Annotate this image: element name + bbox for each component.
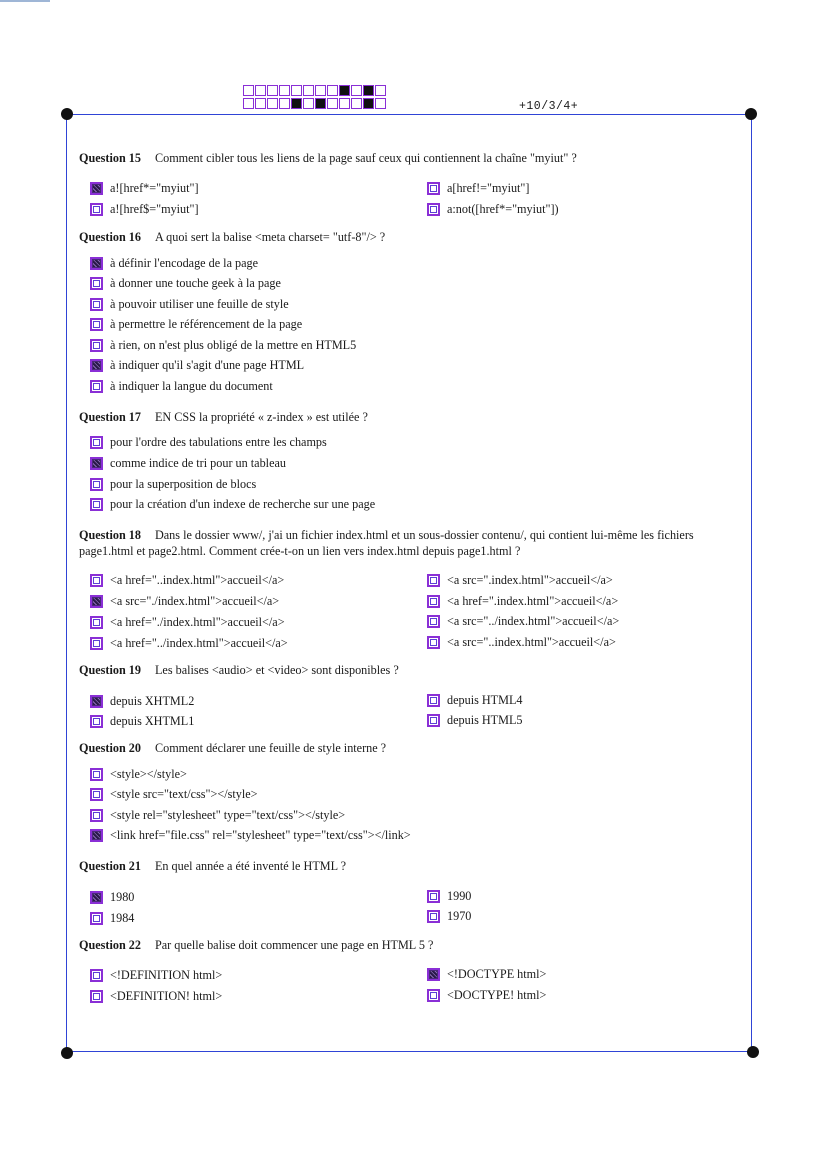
answer-checkbox[interactable] <box>427 595 440 608</box>
barcode-cell <box>351 85 362 96</box>
barcode-cell <box>255 98 266 109</box>
answer-label: à pouvoir utiliser une feuille de style <box>110 297 289 311</box>
answer-checkbox[interactable] <box>90 788 103 801</box>
question-21-title <box>79 859 346 874</box>
answer-label: depuis HTML5 <box>447 713 523 727</box>
answer-checkbox[interactable] <box>427 714 440 727</box>
question-number: Question 22 <box>79 938 141 952</box>
corner-marker-bottom-left <box>61 1047 73 1059</box>
answer-checkbox[interactable] <box>90 809 103 822</box>
answer-option[interactable] <box>90 694 194 709</box>
answer-option[interactable] <box>90 968 222 983</box>
barcode-cell <box>327 85 338 96</box>
barcode-cell <box>339 98 350 109</box>
answer-option[interactable] <box>90 276 281 291</box>
answer-label: <a href="..index.html">accueil</a> <box>110 573 285 587</box>
answer-option[interactable] <box>90 714 194 729</box>
barcode-cell <box>375 98 386 109</box>
answer-option[interactable] <box>90 435 327 450</box>
answer-checkbox[interactable] <box>90 891 103 904</box>
answer-label: depuis XHTML2 <box>110 694 195 708</box>
question-number: Question 15 <box>79 151 141 165</box>
answer-label: <!DEFINITION html> <box>110 968 223 982</box>
question-text: Comment déclarer une feuille de style interne ? <box>154 741 387 755</box>
answer-checkbox[interactable] <box>90 457 103 470</box>
answer-checkbox[interactable] <box>90 318 103 331</box>
answer-checkbox[interactable] <box>90 969 103 982</box>
corner-marker-bottom-right <box>747 1046 759 1058</box>
answer-option[interactable] <box>427 909 471 924</box>
answer-option[interactable] <box>427 889 471 904</box>
answer-label: a![href*="myiut"] <box>110 181 199 195</box>
corner-marker-top-right <box>745 108 757 120</box>
answer-checkbox[interactable] <box>90 616 103 629</box>
answer-checkbox[interactable] <box>90 595 103 608</box>
answer-checkbox[interactable] <box>90 277 103 290</box>
answer-label: à indiquer qu'il s'agit d'une page HTML <box>110 358 305 372</box>
question-text: Par quelle balise doit commencer une page en HTML 5 ? <box>154 938 434 952</box>
answer-label: a[href!="myiut"] <box>447 181 530 195</box>
answer-option[interactable] <box>90 456 286 471</box>
question-text: Comment cibler tous les liens de la page sauf ceux qui contiennent la chaîne "myiut" ? <box>154 151 577 165</box>
answer-option[interactable] <box>90 379 273 394</box>
answer-option[interactable] <box>90 573 284 588</box>
question-number: Question 16 <box>79 230 141 244</box>
answer-checkbox[interactable] <box>90 990 103 1003</box>
answer-option[interactable] <box>427 713 523 728</box>
answer-option[interactable] <box>427 988 546 1003</box>
barcode-cell <box>243 98 254 109</box>
question-20-title <box>79 741 386 756</box>
answer-checkbox[interactable] <box>90 912 103 925</box>
answer-checkbox[interactable] <box>90 498 103 511</box>
question-number: Question 20 <box>79 741 141 755</box>
barcode-cell <box>375 85 386 96</box>
answer-checkbox[interactable] <box>90 339 103 352</box>
answer-label: <a href="../index.html">accueil</a> <box>110 636 288 650</box>
answer-checkbox[interactable] <box>427 636 440 649</box>
answer-option[interactable] <box>90 297 289 312</box>
question-16-title <box>79 230 385 245</box>
barcode-cell <box>291 98 302 109</box>
question-text: En quel année a été inventé le HTML ? <box>154 859 347 873</box>
question-18-title <box>79 527 747 559</box>
answer-checkbox[interactable] <box>90 829 103 842</box>
answer-label: <a src=".index.html">accueil</a> <box>447 573 613 587</box>
answer-option[interactable] <box>90 202 199 217</box>
answer-checkbox[interactable] <box>90 359 103 372</box>
answer-option[interactable] <box>427 693 523 708</box>
answer-label: <style></style> <box>110 767 187 781</box>
answer-option[interactable] <box>427 573 613 588</box>
barcode-cell <box>279 98 290 109</box>
answer-label: <link href="file.css" rel="stylesheet" type="text/css"></link> <box>110 828 411 842</box>
answer-checkbox[interactable] <box>90 695 103 708</box>
answer-option[interactable] <box>90 636 288 651</box>
answer-checkbox[interactable] <box>427 615 440 628</box>
page-barcode <box>243 85 387 111</box>
answer-label: à indiquer la langue du document <box>110 379 273 393</box>
answer-label: pour la superposition de blocs <box>110 477 257 491</box>
answer-option[interactable] <box>90 256 258 271</box>
answer-option[interactable] <box>90 594 279 609</box>
answer-label: pour l'ordre des tabulations entre les champs <box>110 435 327 449</box>
page-id-code: +10/3/4+ <box>519 100 579 113</box>
barcode-cell <box>327 98 338 109</box>
question-17-title <box>79 410 368 425</box>
answer-checkbox[interactable] <box>90 574 103 587</box>
answer-checkbox[interactable] <box>90 715 103 728</box>
answer-checkbox[interactable] <box>90 257 103 270</box>
answer-option[interactable] <box>427 614 619 629</box>
barcode-cell <box>303 98 314 109</box>
answer-label: <a src="..index.html">accueil</a> <box>447 635 616 649</box>
answer-label: <a src="../index.html">accueil</a> <box>447 614 620 628</box>
answer-option[interactable] <box>90 497 375 512</box>
answer-label: a:not([href*="myiut"]) <box>447 202 559 216</box>
answer-option[interactable] <box>427 594 618 609</box>
answer-checkbox[interactable] <box>427 574 440 587</box>
answer-checkbox[interactable] <box>90 380 103 393</box>
answer-option[interactable] <box>90 787 258 802</box>
answer-option[interactable] <box>90 890 134 905</box>
barcode-cell <box>243 85 254 96</box>
question-number: Question 21 <box>79 859 141 873</box>
barcode-cell <box>303 85 314 96</box>
barcode-cell <box>291 85 302 96</box>
answer-label: <!DOCTYPE html> <box>447 967 547 981</box>
answer-checkbox[interactable] <box>90 436 103 449</box>
answer-checkbox[interactable] <box>90 182 103 195</box>
answer-option[interactable] <box>90 358 304 373</box>
answer-checkbox[interactable] <box>90 637 103 650</box>
barcode-cell <box>363 98 374 109</box>
answer-checkbox[interactable] <box>90 478 103 491</box>
answer-checkbox[interactable] <box>427 890 440 903</box>
corner-marker-top-left <box>61 108 73 120</box>
answer-checkbox[interactable] <box>427 910 440 923</box>
scan-edge-line <box>0 0 50 2</box>
answer-option[interactable] <box>427 181 529 196</box>
question-text: EN CSS la propriété « z-index » est utilée ? <box>154 410 368 424</box>
answer-option[interactable] <box>90 477 256 492</box>
question-22-title <box>79 938 433 953</box>
question-text: Dans le dossier www/, j'ai un fichier index.html et un sous-dossier contenu/, qui contient lui-même les fichiers page1.html et page2.html. Comment crée-t-on un lien vers index.html depuis page1.html ? <box>79 528 694 558</box>
question-15-title <box>79 151 577 166</box>
answer-label: depuis HTML4 <box>447 693 523 707</box>
answer-label: comme indice de tri pour un tableau <box>110 456 286 470</box>
answer-label: 1980 <box>110 890 135 904</box>
answer-label: à donner une touche geek à la page <box>110 276 281 290</box>
answer-label: <DOCTYPE! html> <box>447 988 547 1002</box>
question-19-title <box>79 663 399 678</box>
barcode-cell <box>363 85 374 96</box>
question-text: A quoi sert la balise <meta charset= "utf-8"/> ? <box>154 230 386 244</box>
answer-label: depuis XHTML1 <box>110 714 195 728</box>
answer-checkbox[interactable] <box>427 203 440 216</box>
answer-label: <a src="./index.html">accueil</a> <box>110 594 280 608</box>
answer-checkbox[interactable] <box>427 182 440 195</box>
answer-label: pour la création d'un indexe de recherche sur une page <box>110 497 376 511</box>
question-number: Question 18 <box>79 528 141 542</box>
answer-option[interactable] <box>90 808 345 823</box>
answer-label: 1990 <box>447 889 472 903</box>
barcode-cell <box>315 98 326 109</box>
question-number: Question 19 <box>79 663 141 677</box>
answer-label: <a href=".index.html">accueil</a> <box>447 594 619 608</box>
barcode-cell <box>339 85 350 96</box>
answer-option[interactable] <box>90 615 285 630</box>
answer-label: a![href$="myiut"] <box>110 202 199 216</box>
answer-label: à permettre le référencement de la page <box>110 317 303 331</box>
answer-option[interactable] <box>427 967 546 982</box>
answer-label: à définir l'encodage de la page <box>110 256 259 270</box>
answer-checkbox[interactable] <box>90 298 103 311</box>
answer-checkbox[interactable] <box>427 694 440 707</box>
answer-option[interactable] <box>90 828 411 843</box>
answer-option[interactable] <box>427 202 559 217</box>
answer-label: 1984 <box>110 911 135 925</box>
answer-label: <a href="./index.html">accueil</a> <box>110 615 285 629</box>
barcode-cell <box>267 98 278 109</box>
answer-checkbox[interactable] <box>427 968 440 981</box>
answer-option[interactable] <box>427 635 616 650</box>
barcode-cell <box>315 85 326 96</box>
answer-label: à rien, on n'est plus obligé de la mettre en HTML5 <box>110 338 357 352</box>
answer-label: <DEFINITION! html> <box>110 989 223 1003</box>
barcode-row <box>243 85 387 97</box>
answer-label: <style src="text/css"></style> <box>110 787 258 801</box>
question-text: Les balises <audio> et <video> sont disponibles ? <box>154 663 399 677</box>
barcode-cell <box>255 85 266 96</box>
answer-checkbox[interactable] <box>90 768 103 781</box>
answer-label: 1970 <box>447 909 472 923</box>
barcode-row <box>243 98 387 110</box>
barcode-cell <box>267 85 278 96</box>
answer-checkbox[interactable] <box>90 203 103 216</box>
answer-label: <style rel="stylesheet" type="text/css"></style> <box>110 808 346 822</box>
answer-option[interactable] <box>90 989 222 1004</box>
question-number: Question 17 <box>79 410 141 424</box>
answer-option[interactable] <box>90 911 134 926</box>
answer-option[interactable] <box>90 317 302 332</box>
answer-option[interactable] <box>90 181 199 196</box>
answer-checkbox[interactable] <box>427 989 440 1002</box>
barcode-cell <box>351 98 362 109</box>
answer-option[interactable] <box>90 767 187 782</box>
barcode-cell <box>279 85 290 96</box>
answer-option[interactable] <box>90 338 356 353</box>
